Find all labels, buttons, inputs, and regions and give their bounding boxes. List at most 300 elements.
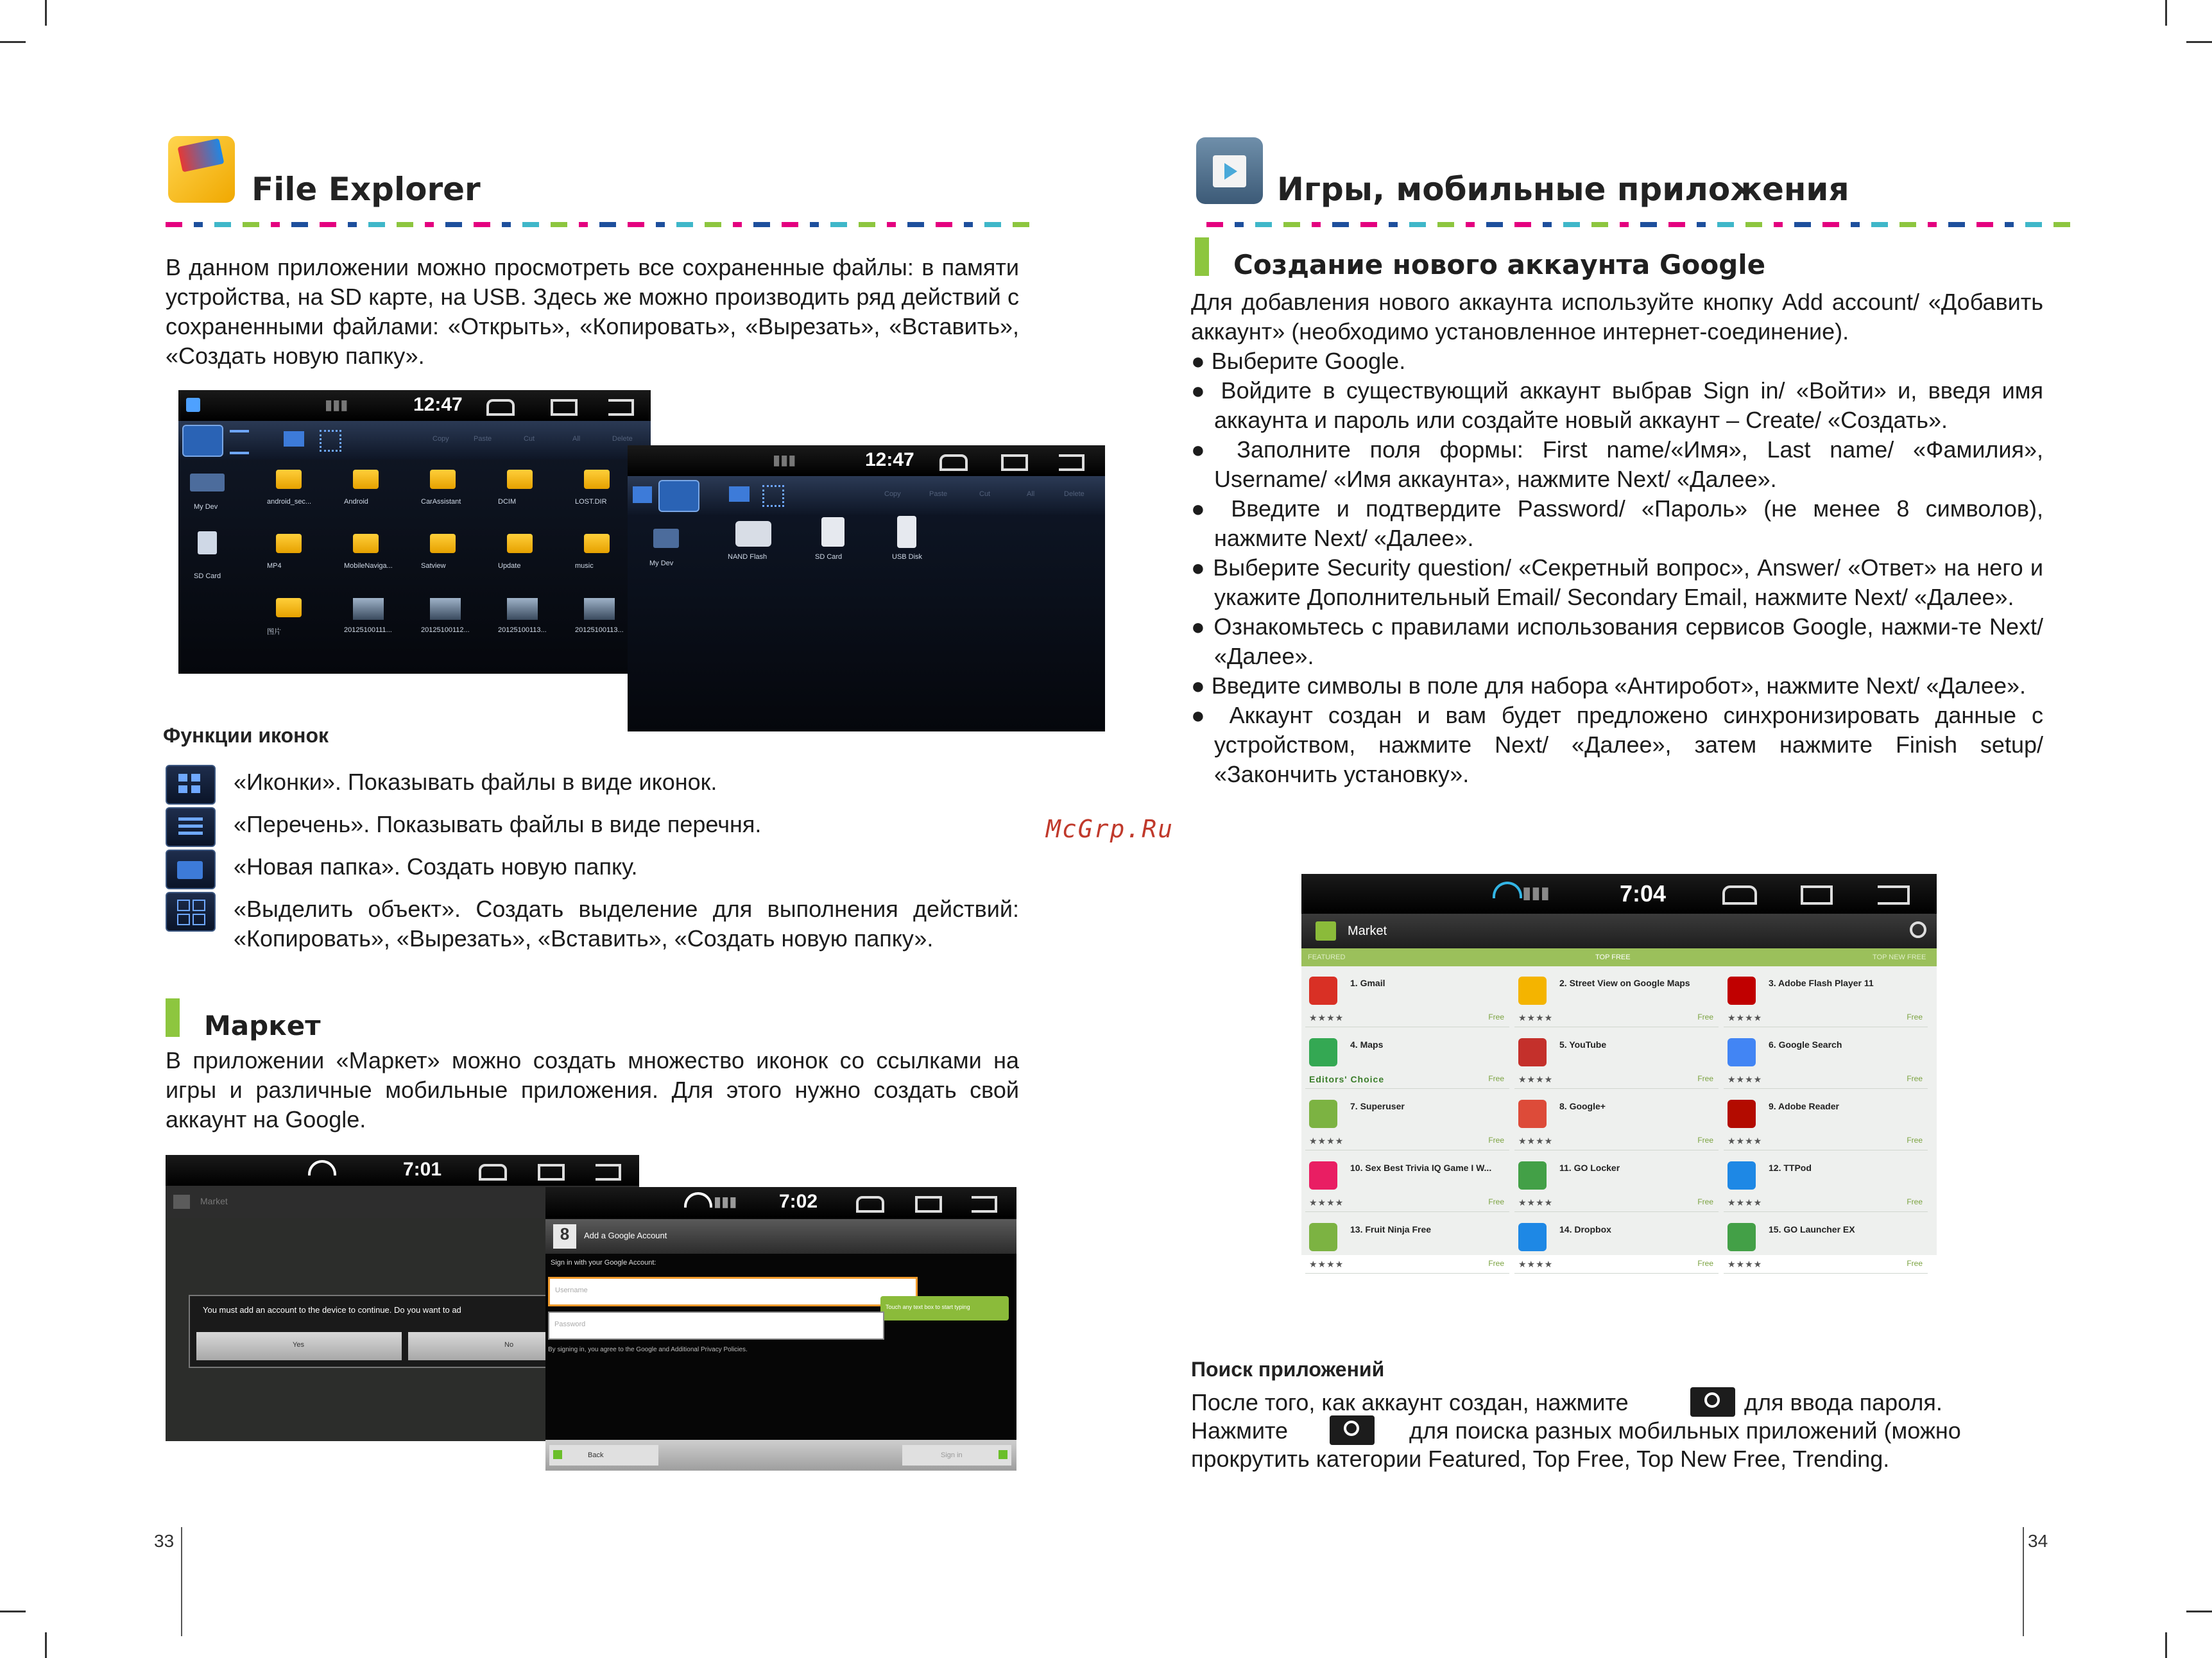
sidebar-item-my-dev[interactable] — [190, 474, 225, 491]
divider-dash — [1437, 222, 1454, 227]
app-price: Free — [1697, 1013, 1713, 1021]
home-icon — [486, 399, 515, 416]
folder-label: Update — [498, 562, 521, 570]
folder-label: CarAssistant — [421, 498, 461, 506]
divider-dash — [1332, 222, 1349, 227]
home-icon — [479, 1164, 507, 1181]
list-item: ● Заполните поля формы: First name/«Имя», Last name/ «Фамилия», Username/ «Имя аккаунта», нажмите Next/ «Далее». — [1191, 436, 2043, 492]
divider-dash — [320, 222, 336, 227]
select-object-description: «Выделить объект». Создать выделение для выполнения действий: «Копировать», «Вырезать», «Вставить», «Создать новую папку». — [234, 896, 1019, 952]
password-field[interactable] — [548, 1312, 884, 1340]
divider-dash — [1591, 222, 1608, 227]
divider-dash — [1563, 222, 1580, 227]
folder-label: Satview — [421, 562, 446, 570]
app-price: Free — [1697, 1136, 1713, 1145]
recent-apps-icon — [1801, 885, 1833, 905]
new-google-account-heading: Создание нового аккаунта Google — [1233, 249, 1766, 280]
app-icon — [1728, 1038, 1756, 1066]
app-list-item[interactable] — [1724, 970, 1928, 1027]
new-folder-button[interactable] — [729, 486, 750, 502]
divider-dash — [2025, 222, 2042, 227]
divider-dash — [243, 222, 259, 227]
app-name: 11. GO Locker — [1559, 1163, 1620, 1173]
sign-in-button[interactable] — [902, 1445, 1011, 1466]
terms-text: By signing in, you agree to the Google and Additional Privacy Policies. — [548, 1346, 748, 1353]
app-rating: ★★★★ — [1728, 1197, 1763, 1208]
app-icon — [1728, 1223, 1756, 1251]
crop-mark — [0, 1611, 26, 1612]
page-number-left: 33 — [154, 1531, 175, 1551]
divider-dash — [705, 222, 721, 227]
app-rating: ★★★★ — [1309, 1197, 1344, 1208]
divider-dash — [214, 222, 231, 227]
app-list-item[interactable] — [1724, 1217, 1928, 1274]
search-text: После того, как аккаунт создан, нажмите — [1191, 1389, 1629, 1415]
status-bar — [178, 390, 651, 421]
back-icon — [972, 1196, 997, 1213]
tab-featured[interactable]: FEATURED — [1308, 953, 1346, 961]
sidebar-label: My Dev — [649, 560, 674, 567]
app-list-item[interactable] — [1514, 970, 1719, 1027]
divider-dash — [1013, 222, 1029, 227]
copy-action[interactable]: Copy — [433, 435, 449, 443]
divider-dash — [1928, 222, 1937, 227]
file-explorer-app-icon — [168, 136, 235, 203]
nand-flash-icon[interactable] — [735, 521, 771, 547]
list-item: ● Аккаунт создан и вам будет предложено синхронизировать данные с устройством, нажмите Next/ «Далее», затем нажмите Finish setup/ «Закончить установку». — [1191, 702, 2043, 787]
app-name: 8. Google+ — [1559, 1101, 1606, 1111]
app-title: Market — [1348, 924, 1387, 938]
app-name: 10. Sex Best Trivia IQ Game I W... — [1350, 1163, 1492, 1173]
app-rating: ★★★★ — [1309, 1136, 1344, 1146]
folder-label: LOST.DIR — [575, 498, 607, 506]
forward-arrow-icon — [999, 1450, 1007, 1459]
divider-dash — [1235, 222, 1244, 227]
list-view-button[interactable] — [230, 430, 249, 454]
app-list-item[interactable] — [1724, 1155, 1928, 1212]
android-icon — [186, 398, 200, 412]
sign-in-label: Sign in — [941, 1451, 963, 1459]
folder-label: android_sec... — [267, 498, 312, 506]
image-thumbnail[interactable] — [353, 598, 384, 620]
signal-icon: ▮▮▮ — [1522, 883, 1550, 902]
app-rating: ★★★★ — [1309, 1013, 1344, 1023]
image-thumbnail[interactable] — [430, 598, 461, 620]
divider-dash — [1255, 222, 1272, 227]
tab-top-new-free[interactable]: TOP NEW FREE — [1873, 953, 1926, 961]
app-rating: ★★★★ — [1728, 1074, 1763, 1084]
search-text: для ввода пароля. — [1744, 1389, 1942, 1415]
app-list-item[interactable] — [1514, 1093, 1719, 1150]
sd-card-icon[interactable] — [821, 517, 845, 547]
add-google-account-screenshot — [545, 1187, 1016, 1471]
page-title-games-apps: Игры, мобильные приложения — [1277, 171, 1849, 208]
select-button[interactable] — [320, 430, 341, 452]
dialog-title: Add a Google Account — [584, 1231, 667, 1240]
app-icon — [1309, 1223, 1337, 1251]
divider-dash — [782, 222, 798, 227]
folder-label: 20125100113... — [498, 626, 547, 634]
back-icon — [1059, 454, 1085, 471]
divider-dash — [810, 222, 819, 227]
app-rating: ★★★★ — [1518, 1197, 1554, 1208]
status-bar — [545, 1187, 1016, 1218]
search-instructions — [1191, 1389, 2043, 1473]
watermark: McGrp.Ru — [1046, 815, 1174, 843]
app-rating: ★★★★ — [1728, 1136, 1763, 1146]
sidebar-item-my-dev[interactable] — [653, 529, 679, 548]
app-list-item[interactable] — [1514, 1217, 1719, 1274]
divider-dash — [1871, 222, 1888, 227]
delete-action[interactable]: Delete — [1064, 490, 1085, 498]
divider-dash — [1514, 222, 1531, 227]
market-bag-icon — [1316, 921, 1336, 941]
select-button[interactable] — [762, 485, 784, 507]
bottom-bar — [545, 1440, 1016, 1471]
divider-dash — [1389, 222, 1398, 227]
divider-dash — [1620, 222, 1629, 227]
folder-label: MP4 — [267, 562, 282, 570]
divider-dash — [502, 222, 511, 227]
divider-dash — [1899, 222, 1916, 227]
market-icon — [173, 1195, 190, 1209]
list-item: ● Введите символы в поле для набора «Антиробот», нажмите Next/ «Далее». — [1191, 672, 2026, 699]
app-name: 13. Fruit Ninja Free — [1350, 1224, 1432, 1235]
folder-icon[interactable] — [430, 534, 456, 553]
folder-icon[interactable] — [584, 534, 610, 553]
section-marker — [1195, 237, 1209, 276]
page-edge-line — [181, 1527, 182, 1636]
search-icon[interactable] — [1910, 921, 1926, 938]
divider-dash — [166, 222, 182, 227]
recent-apps-icon — [538, 1164, 565, 1181]
image-thumbnail[interactable] — [507, 598, 538, 620]
divider-dash — [522, 222, 539, 227]
divider-dash — [733, 222, 742, 227]
new-folder-description: «Новая папка». Создать новую папку. — [234, 853, 638, 880]
app-name: 14. Dropbox — [1559, 1224, 1611, 1235]
signin-prompt: Sign in with your Google Account: — [551, 1259, 656, 1267]
file-explorer-screenshot-1 — [178, 390, 651, 674]
divider-dash — [1851, 222, 1860, 227]
app-price: Free — [1907, 1259, 1923, 1268]
crop-mark — [0, 41, 26, 43]
all-action[interactable]: All — [1027, 490, 1035, 498]
button-label: Yes — [293, 1341, 304, 1349]
signal-icon: ▮▮▮ — [714, 1193, 737, 1209]
app-name: 6. Google Search — [1769, 1039, 1842, 1050]
divider-dash — [271, 222, 280, 227]
page-edge-line — [2023, 1527, 2024, 1636]
divider-dash — [1206, 222, 1223, 227]
image-thumbnail[interactable] — [584, 598, 615, 620]
clock: 12:47 — [413, 394, 463, 415]
market-heading: Маркет — [204, 1010, 321, 1041]
app-name: 12. TTPod — [1769, 1163, 1812, 1173]
back-button[interactable] — [549, 1445, 658, 1466]
folder-icon[interactable] — [507, 534, 533, 553]
divider-dash — [1543, 222, 1552, 227]
recent-apps-icon — [915, 1196, 942, 1213]
wifi-icon — [308, 1160, 336, 1175]
app-price: Free — [1907, 1074, 1923, 1083]
dialog-header — [545, 1219, 1016, 1254]
crop-mark — [45, 0, 47, 26]
play-store-app-icon — [1196, 137, 1263, 204]
divider-dash — [474, 222, 490, 227]
folder-icon[interactable] — [276, 470, 302, 489]
app-price: Free — [1488, 1197, 1504, 1206]
folder-label: MobileNaviga... — [344, 562, 393, 570]
home-icon — [856, 1196, 884, 1213]
folder-icon[interactable] — [430, 470, 456, 489]
folder-label: 20125100111... — [344, 626, 392, 634]
back-icon — [596, 1164, 621, 1181]
divider-dash — [1640, 222, 1657, 227]
divider-dash — [1774, 222, 1783, 227]
delete-action[interactable]: Delete — [612, 435, 633, 443]
divider-dash — [676, 222, 693, 227]
app-icon — [1309, 1038, 1337, 1066]
search-button-icon — [1690, 1387, 1735, 1417]
file-explorer-intro: В данном приложении можно просмотреть все сохраненные файлы: в памяти устройства, на SD карте, на USB. Здесь же можно производить ряд действий с сохраненными файлами: «Открыть», «Копировать», «Вырезать», «Вставить», «Создать новую папку». — [166, 254, 1019, 369]
divider-dash — [1360, 222, 1377, 227]
sidebar-label: My Dev — [194, 503, 218, 511]
crop-mark — [2186, 1611, 2212, 1612]
yes-button[interactable] — [196, 1332, 402, 1360]
paste-action[interactable]: Paste — [474, 435, 492, 443]
cut-action[interactable]: Cut — [524, 435, 535, 443]
app-icon — [1518, 1100, 1547, 1128]
list-view-button[interactable] — [658, 480, 699, 512]
folder-icon[interactable] — [353, 534, 379, 553]
app-rating: ★★★★ — [1518, 1136, 1554, 1146]
google-icon: 8 — [553, 1224, 576, 1249]
divider-dash — [1486, 222, 1503, 227]
folder-icon[interactable] — [584, 470, 610, 489]
folder-icon[interactable] — [507, 470, 533, 489]
app-icon — [1518, 1038, 1547, 1066]
status-bar — [166, 1155, 639, 1186]
paste-action[interactable]: Paste — [929, 490, 948, 498]
divider-dash — [291, 222, 308, 227]
app-title: Market — [200, 1196, 228, 1206]
search-apps-heading: Поиск приложений — [1191, 1358, 1385, 1381]
divider-dash — [907, 222, 924, 227]
divider-dash — [368, 222, 385, 227]
market-top-free-screenshot — [1301, 874, 1937, 1269]
divider-dash — [1312, 222, 1321, 227]
app-price: Free — [1488, 1074, 1504, 1083]
app-name: 9. Adobe Reader — [1769, 1101, 1839, 1111]
app-list-item[interactable] — [1305, 1093, 1509, 1150]
divider-dash — [445, 222, 462, 227]
crop-mark — [45, 1632, 47, 1658]
app-list-item[interactable] — [1724, 1032, 1928, 1089]
folder-icon[interactable] — [276, 534, 302, 553]
file-toolbar — [178, 421, 651, 459]
copy-action[interactable]: Copy — [884, 490, 901, 498]
divider-dash — [1283, 222, 1300, 227]
app-name: 3. Adobe Flash Player 11 — [1769, 978, 1874, 988]
list-item: ● Выберите Security question/ «Секретный вопрос», Answer/ «Ответ» на него и укажите Дополнительный Email/ Secondary Email, нажмите Next/ «Далее». — [1191, 554, 2043, 610]
wifi-icon — [684, 1192, 712, 1208]
app-icon — [1518, 1161, 1547, 1190]
wifi-icon — [1493, 882, 1522, 898]
folder-label: music — [575, 562, 594, 570]
divider-dash — [753, 222, 770, 227]
divider-dash — [194, 222, 203, 227]
app-rating: ★★★★ — [1728, 1013, 1763, 1023]
divider-dash — [2053, 222, 2070, 227]
file-toolbar — [628, 476, 1105, 515]
divider-dash — [2005, 222, 2014, 227]
button-label: No — [504, 1341, 514, 1349]
icons-view-icon — [166, 765, 216, 805]
clock: 7:04 — [1620, 880, 1667, 907]
app-price: Free — [1697, 1197, 1713, 1206]
divider-dash — [599, 222, 616, 227]
divider-dash — [551, 222, 567, 227]
crop-mark — [2186, 41, 2212, 43]
folder-label: 20125100113... — [575, 626, 624, 634]
dialog-message: You must add an account to the device to continue. Do you want to ad — [203, 1305, 461, 1315]
tooltip-text: Touch any text box to start typing — [886, 1304, 970, 1310]
divider-dash — [425, 222, 434, 227]
app-list-item[interactable] — [1305, 970, 1509, 1027]
app-icon — [1728, 1100, 1756, 1128]
app-price: Free — [1907, 1197, 1923, 1206]
page-title-file-explorer: File Explorer — [252, 171, 481, 208]
page-number-right: 34 — [2028, 1531, 2048, 1551]
clock: 7:01 — [403, 1159, 442, 1180]
sidebar-label: SD Card — [194, 572, 221, 580]
home-icon — [939, 454, 968, 471]
app-icon — [1518, 977, 1547, 1005]
app-rating: ★★★★ — [1728, 1259, 1763, 1269]
app-price: Free — [1907, 1136, 1923, 1145]
divider-dash — [1794, 222, 1811, 227]
recent-apps-icon — [1001, 454, 1028, 471]
clock: 7:02 — [779, 1191, 818, 1212]
app-list-item[interactable] — [1724, 1093, 1928, 1150]
list-item: ● Выберите Google. — [1191, 348, 1406, 374]
select-object-icon — [166, 892, 216, 932]
recent-apps-icon — [551, 399, 578, 416]
crop-mark — [2165, 0, 2167, 26]
username-field[interactable] — [548, 1277, 918, 1306]
divider-dash — [1697, 222, 1706, 227]
icons-view-description: «Иконки». Показывать файлы в виде иконок. — [234, 769, 717, 795]
signal-icon: ▮▮▮ — [325, 397, 348, 413]
app-icon — [1728, 1161, 1756, 1190]
folder-label: Android — [344, 498, 368, 506]
folder-icon[interactable] — [353, 470, 379, 489]
back-icon — [1878, 885, 1910, 905]
divider-dash — [1976, 222, 1993, 227]
new-folder-button[interactable] — [284, 431, 304, 447]
app-list-item[interactable] — [1514, 1155, 1719, 1212]
category-tabs — [1301, 948, 1937, 966]
device-label: SD Card — [815, 553, 843, 561]
app-name: 15. GO Launcher EX — [1769, 1224, 1855, 1235]
icons-view-button[interactable] — [633, 486, 652, 503]
search-button-icon — [1330, 1415, 1375, 1445]
tab-top-free[interactable]: TOP FREE — [1595, 953, 1631, 961]
list-item: ● Введите и подтвердите Password/ «Пароль» (не менее 8 символов), нажмите Next/ «Далее». — [1191, 495, 2043, 551]
dotted-divider — [166, 222, 1029, 227]
icons-view-button[interactable] — [182, 425, 223, 457]
sd-card-icon — [198, 531, 217, 554]
file-explorer-screenshot-2 — [628, 445, 1105, 731]
account-steps-list — [1191, 346, 2043, 789]
search-text: прокрутить категории Featured, Top Free, Top New Free, Trending. — [1191, 1446, 1890, 1472]
divider-dash — [830, 222, 847, 227]
app-rating: ★★★★ — [1309, 1259, 1344, 1269]
folder-icon[interactable] — [276, 598, 302, 617]
back-icon — [608, 399, 634, 416]
home-icon — [1722, 885, 1757, 905]
clock: 12:47 — [865, 449, 914, 470]
app-rating: ★★★★ — [1518, 1259, 1554, 1269]
dotted-divider — [1206, 222, 2070, 227]
divider-dash — [964, 222, 973, 227]
app-name: 7. Superuser — [1350, 1101, 1405, 1111]
app-icon — [1309, 977, 1337, 1005]
app-list-item[interactable] — [1305, 1217, 1509, 1274]
divider-dash — [397, 222, 413, 227]
app-list-item[interactable] — [1305, 1155, 1509, 1212]
list-item: ● Войдите в существующий аккаунт выбрав Sign in/ «Войти» и, введя имя аккаунта и пароль или создайте новый аккаунт – Create/ «Создать». — [1191, 377, 2043, 433]
all-action[interactable]: All — [572, 435, 581, 443]
app-price: Free — [1697, 1074, 1713, 1083]
divider-dash — [984, 222, 1001, 227]
divider-dash — [1745, 222, 1762, 227]
app-price: Free — [1488, 1259, 1504, 1268]
divider-dash — [1668, 222, 1685, 227]
usb-disk-icon[interactable] — [897, 516, 916, 548]
app-list-item[interactable] — [1514, 1032, 1719, 1089]
app-name: 5. YouTube — [1559, 1039, 1607, 1050]
app-rating: ★★★★ — [1518, 1074, 1554, 1084]
cut-action[interactable]: Cut — [979, 490, 991, 498]
status-bar — [1301, 874, 1937, 914]
app-icon — [1728, 977, 1756, 1005]
password-placeholder: Password — [554, 1320, 586, 1328]
app-price: Free — [1697, 1259, 1713, 1268]
app-price: Free — [1488, 1013, 1504, 1021]
back-label: Back — [588, 1451, 604, 1459]
app-name: 2. Street View on Google Maps — [1559, 978, 1690, 988]
divider-dash — [859, 222, 875, 227]
divider-dash — [579, 222, 588, 227]
device-label: USB Disk — [892, 553, 923, 561]
new-folder-icon — [166, 850, 216, 889]
market-description: В приложении «Маркет» можно создать множество иконок со ссылками на игры и различные мобильные приложения. Для этого нужно создать свой аккаунт на Google. — [166, 1047, 1019, 1132]
username-placeholder: Username — [555, 1286, 588, 1294]
add-account-intro: Для добавления нового аккаунта используйте кнопку Add account/ «Добавить аккаунт» (необходимо установленное интернет-соединение). — [1191, 289, 2043, 345]
app-rating: ★★★★ — [1518, 1013, 1554, 1023]
divider-dash — [1717, 222, 1734, 227]
typing-tooltip — [880, 1296, 1009, 1320]
folder-label: DCIM — [498, 498, 517, 506]
crop-mark — [2165, 1632, 2167, 1658]
app-list-item[interactable] — [1305, 1032, 1509, 1089]
section-marker — [166, 998, 180, 1037]
signal-icon: ▮▮▮ — [773, 452, 796, 468]
app-price: Free — [1488, 1136, 1504, 1145]
app-grid — [1301, 970, 1937, 1269]
